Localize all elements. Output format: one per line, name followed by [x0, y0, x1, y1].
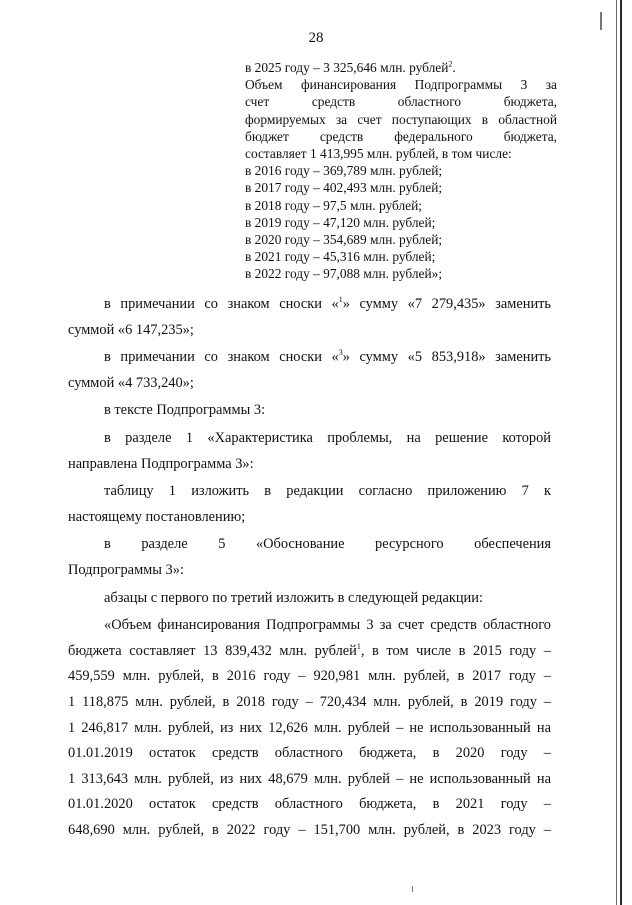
- scan-edge-line: [620, 0, 622, 905]
- year-2025-line: [245, 59, 557, 76]
- table-cell-fragment: [245, 59, 557, 283]
- funding-line: Объем финансирования Подпрограммы 3 за: [245, 77, 557, 93]
- page-number: 28: [308, 30, 324, 46]
- footnote1-paragraph: в примечании со знаком сноски «$^1$» сумму «7 279,435» заменить суммой «6 147,235»;: [68, 295, 551, 338]
- year-line: в 2019 году – 47,120 млн. рублей;: [245, 214, 436, 230]
- footnote3-paragraph: в примечании со знаком сноски «$^3$» сумму «5 853,918» заменить суммой «4 733,240»;: [68, 348, 551, 391]
- subprogram-text-heading: в тексте Подпрограммы 3:: [104, 402, 266, 419]
- funding-line: счет средств областного бюджета,: [245, 94, 557, 110]
- total-line: составляет 1 413,995 млн. рублей, в том числе:: [245, 146, 512, 162]
- funding-paragraph: «Объем финансирования Подпрограммы 3 за счет средств областного бюджета составляет 13 839,432 млн. рублей$^1$, в том числе в 2015 году – 459,559 млн. рублей, в 2016 году – 920,981 млн. рублей, в 2017 году – 1 118,875 млн. рублей, в 2018 году – 720,434 млн. рублей, в 2019 году – 1 246,817 млн. рублей, из них 12,626 млн. рублей – не использованный на 01.01.2019 остаток средств областного бюджета, в 2020 году – 1 313,643 млн. рублей, из них 48,679 млн. рублей – не использованный на 01.01.2020 остаток средств областного бюджета, в 2021 году – 648,690 млн. рублей, в 2022 году – 151,700 млн. рублей, в 2023 году –: [68, 617, 551, 838]
- footnote-mark: 2: [448, 59, 453, 69]
- funding-line: формируемых за счет поступающих в областной: [245, 111, 557, 127]
- scan-speck: [600, 12, 602, 30]
- footnote-mark: 3: [338, 348, 343, 358]
- funding-line: бюджет средств федерального бюджета,: [245, 128, 557, 144]
- year-2025-period: .: [452, 60, 456, 75]
- year-line: в 2020 году – 354,689 млн. рублей;: [245, 232, 443, 248]
- section5-paragraph: в разделе 5 «Обоснование ресурсного обеспечения Подпрограммы 3»:: [68, 536, 551, 578]
- table1-paragraph: таблицу 1 изложить в редакции согласно приложению 7 к настоящему постановлению;: [68, 483, 551, 525]
- year-line: в 2016 году – 369,789 млн. рублей;: [245, 163, 443, 179]
- year-line: в 2021 году – 45,316 млн. рублей;: [245, 249, 436, 265]
- document-body: [68, 292, 551, 843]
- footnote-mark: 1: [338, 295, 343, 305]
- year-2025-text: в 2025 году – 3 325,646 млн. рублей: [245, 60, 449, 75]
- scan-edge-line: [616, 0, 617, 905]
- paragraphs-instruction: абзацы с первого по третий изложить в следующей редакции:: [104, 589, 483, 606]
- section1-paragraph: в разделе 1 «Характеристика проблемы, на решение которой направлена Подпрограмма 3»:: [68, 429, 551, 472]
- footnote-mark: 1: [356, 641, 361, 651]
- year-line: в 2018 году – 97,5 млн. рублей;: [245, 197, 422, 213]
- scan-speck: [412, 886, 413, 892]
- year-line: в 2022 году – 97,088 млн. рублей»;: [245, 266, 443, 282]
- year-line: в 2017 году – 402,493 млн. рублей;: [245, 180, 443, 196]
